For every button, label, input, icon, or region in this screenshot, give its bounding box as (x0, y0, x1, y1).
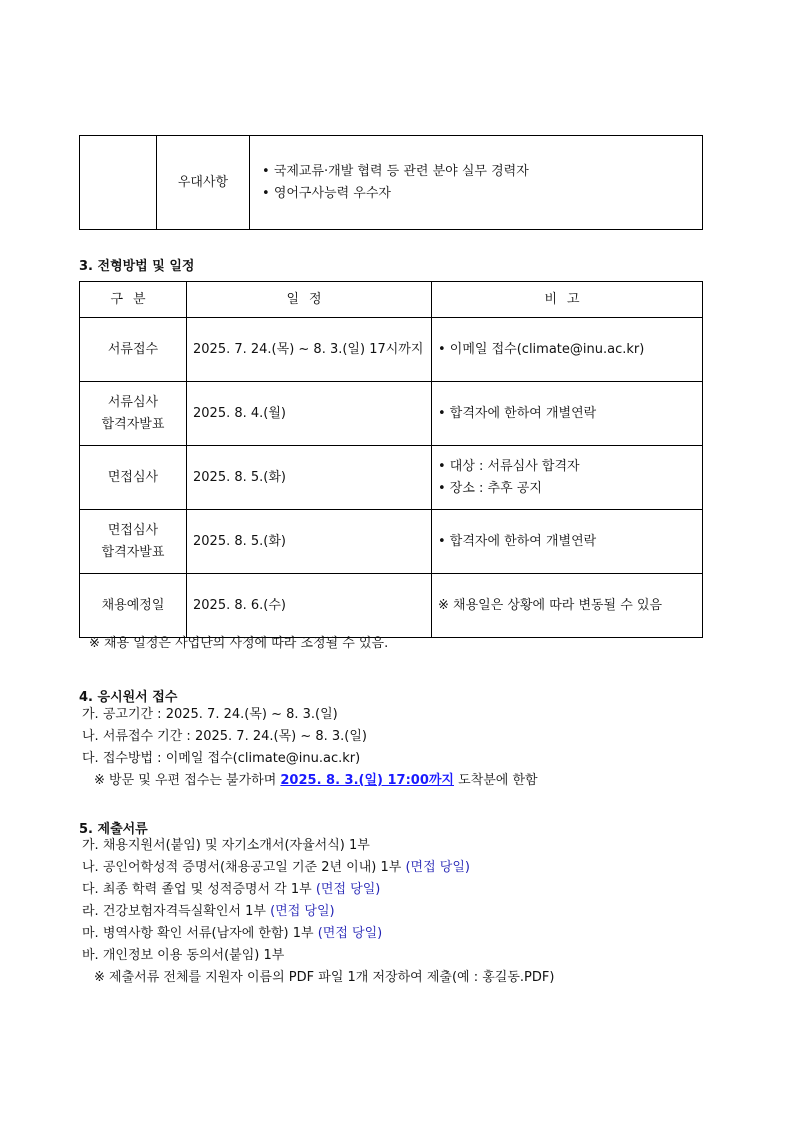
documents-note: ※ 제출서류 전체를 지원자 이름의 PDF 파일 1개 저장하여 제출(예 : 홍길동.PDF) (94, 970, 555, 985)
application-list (82, 704, 538, 792)
item-text: 가. 채용지원서(붙임) 및 자기소개서(자율서식) 1부 (82, 838, 370, 853)
list-item (82, 835, 554, 857)
row-date: 2025. 8. 5.(화) (187, 446, 432, 510)
section-title-application: 4. 응시원서 접수 (79, 690, 178, 705)
item-text: 바. 개인정보 이용 동의서(붙임) 1부 (82, 948, 285, 963)
deadline-highlight: 2025. 8. 3.(일) 17:00까지 (280, 773, 454, 788)
interview-day-tag: (면접 당일) (270, 904, 335, 919)
row-name (80, 318, 187, 382)
table-row (80, 510, 703, 574)
list-item (82, 923, 554, 945)
interview-day-tag: (면접 당일) (317, 926, 383, 941)
item-text: 마. 병역사항 확인 서류(남자에 한함) 1부 (82, 926, 318, 941)
row-name-line: 채용예정일 (101, 597, 165, 613)
note-text: 도착분에 한함 (454, 773, 538, 788)
preference-list (250, 136, 703, 230)
row-name-line: 합격자발표 (101, 416, 165, 432)
header-cell-schedule: 일정 (187, 282, 432, 318)
preference-table (79, 135, 703, 230)
row-date: 2025. 8. 4.(월) (187, 382, 432, 446)
row-note-line: • 대상 : 서류심사 합격자 (438, 458, 580, 474)
row-name (80, 446, 187, 510)
row-date: 2025. 8. 6.(수) (187, 574, 432, 638)
list-item (82, 857, 554, 879)
list-item: 다. 접수방법 : 이메일 접수(climate@inu.ac.kr) (82, 751, 361, 766)
row-name (80, 382, 187, 446)
schedule-note: ※ 채용 일정은 사업단의 사정에 따라 조정될 수 있음. (89, 636, 389, 651)
header-cell-remarks: 비고 (432, 282, 703, 318)
interview-day-tag: (면접 당일) (405, 860, 470, 875)
empty-cell (80, 136, 157, 230)
row-note-line: • 이메일 접수(climate@inu.ac.kr) (438, 341, 645, 357)
schedule-table (79, 281, 703, 638)
list-item (82, 879, 554, 901)
row-note-line: ※ 채용일은 상황에 따라 변동될 수 있음 (438, 597, 663, 613)
row-notes (432, 318, 703, 382)
list-item: 가. 공고기간 : 2025. 7. 24.(목) ~ 8. 3.(일) (82, 707, 338, 722)
item-text: 다. 최종 학력 졸업 및 성적증명서 각 1부 (82, 882, 316, 897)
preference-item: • 영어구사능력 우수자 (256, 183, 701, 205)
row-date: 2025. 7. 24.(목) ~ 8. 3.(일) 17시까지 (187, 318, 432, 382)
row-notes (432, 574, 703, 638)
table-header-row (80, 282, 703, 318)
table-row (80, 318, 703, 382)
documents-list (82, 835, 554, 989)
row-name (80, 510, 187, 574)
row-name-line: 면접심사 (107, 469, 159, 485)
table-row (80, 446, 703, 510)
preference-label: 우대사항 (157, 136, 250, 230)
row-notes (432, 446, 703, 510)
note-text: ※ 방문 및 우편 접수는 불가하며 (94, 773, 281, 788)
table-row (80, 382, 703, 446)
row-note-line: • 합격자에 한하여 개별연락 (438, 533, 597, 549)
row-notes (432, 510, 703, 574)
row-name-line: 서류심사 (107, 394, 159, 410)
section-title-documents: 5. 제출서류 (79, 822, 148, 837)
section-title-schedule: 3. 전형방법 및 일정 (79, 259, 195, 274)
row-name-line: 서류접수 (107, 341, 159, 357)
list-item (82, 901, 554, 923)
list-item: 나. 서류접수 기간 : 2025. 7. 24.(목) ~ 8. 3.(일) (82, 729, 368, 744)
header-cell-category: 구분 (80, 282, 187, 318)
preference-item: • 국제교류·개발 협력 등 관련 분야 실무 경력자 (256, 161, 701, 183)
list-item (82, 945, 554, 967)
interview-day-tag: (면접 당일) (315, 882, 381, 897)
row-name-line: 면접심사 (107, 522, 159, 538)
application-note (82, 770, 538, 792)
row-date: 2025. 8. 5.(화) (187, 510, 432, 574)
row-name (80, 574, 187, 638)
row-name-line: 합격자발표 (101, 544, 165, 560)
row-note-line: • 장소 : 추후 공지 (438, 480, 542, 496)
item-text: 나. 공인어학성적 증명서(채용공고일 기준 2년 이내) 1부 (82, 860, 406, 875)
table-row (80, 574, 703, 638)
row-notes (432, 382, 703, 446)
item-text: 라. 건강보험자격득실확인서 1부 (82, 904, 271, 919)
row-note-line: • 합격자에 한하여 개별연락 (438, 405, 597, 421)
